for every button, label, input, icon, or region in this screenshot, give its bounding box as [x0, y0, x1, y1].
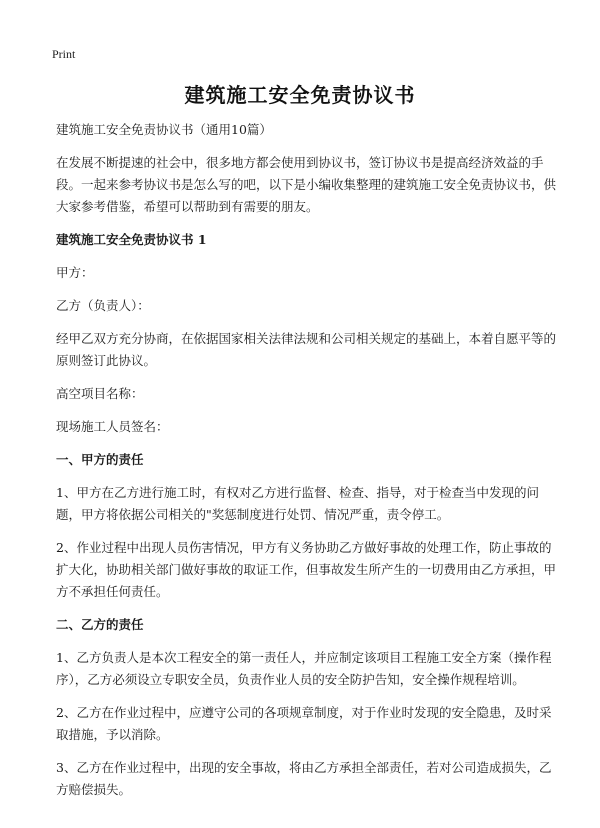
party-b-duty-3: 3、乙方在作业过程中，出现的安全事故，将由乙方承担全部责任，若对公司造成损失，乙方赔偿损失。 [56, 760, 552, 797]
party-b-duty-1: 1、乙方负责人是本次工程安全的第一责任人，并应制定该项目工程施工安全方案（操作程序），乙方必须设立专职安全员，负责作业人员的安全防护告知，安全操作规程培训。 [56, 650, 552, 687]
party-b-duties-heading: 二、乙方的责任 [56, 617, 144, 632]
worker-signature-line: 现场施工人员签名： [56, 419, 169, 434]
agreement-basis-paragraph: 经甲乙双方充分协商，在依据国家相关法律法规和公司相关规定的基础上，本着自愿平等的原则签订此协议。 [56, 331, 557, 368]
party-b-line: 乙方（负责人）： [56, 298, 150, 313]
intro-paragraph: 在发展不断提速的社会中，很多地方都会使用到协议书，签订协议书是提高经济效益的手段。一起来参考协议书是怎么写的吧，以下是小编收集整理的建筑施工安全免责协议书，供大家参考借鉴，希望可以帮助到有需要的朋友。 [56, 155, 557, 214]
document-body [56, 119, 556, 812]
party-a-duty-2: 2、作业过程中出现人员伤害情况，甲方有义务协助乙方做好事故的处理工作，防止事故的扩大化，协助相关部门做好事故的取证工作，但事故发生所产生的一切费用由乙方承担，甲方不承担任何责任。 [56, 540, 557, 599]
party-a-duties-heading: 一、甲方的责任 [56, 452, 144, 467]
party-a-line: 甲方： [56, 265, 94, 280]
page-title: 建筑施工安全免责协议书 [184, 83, 416, 107]
section-heading: 建筑施工安全免责协议书 1 [56, 232, 207, 247]
party-a-duty-1: 1、甲方在乙方进行施工时，有权对乙方进行监督、检查、指导，对于检查当中发现的问题，甲方将依据公司相关的"奖惩制度进行处罚、情况严重，责令停工。 [56, 485, 539, 522]
party-b-duty-2: 2、乙方在作业过程中，应遵守公司的各项规章制度，对于作业时发现的安全隐患，及时采取措施，予以消除。 [56, 705, 552, 742]
document-subtitle: 建筑施工安全免责协议书（通用10篇） [56, 122, 272, 137]
project-name-line: 高空项目名称： [56, 386, 144, 401]
print-link[interactable]: Print [52, 47, 76, 61]
